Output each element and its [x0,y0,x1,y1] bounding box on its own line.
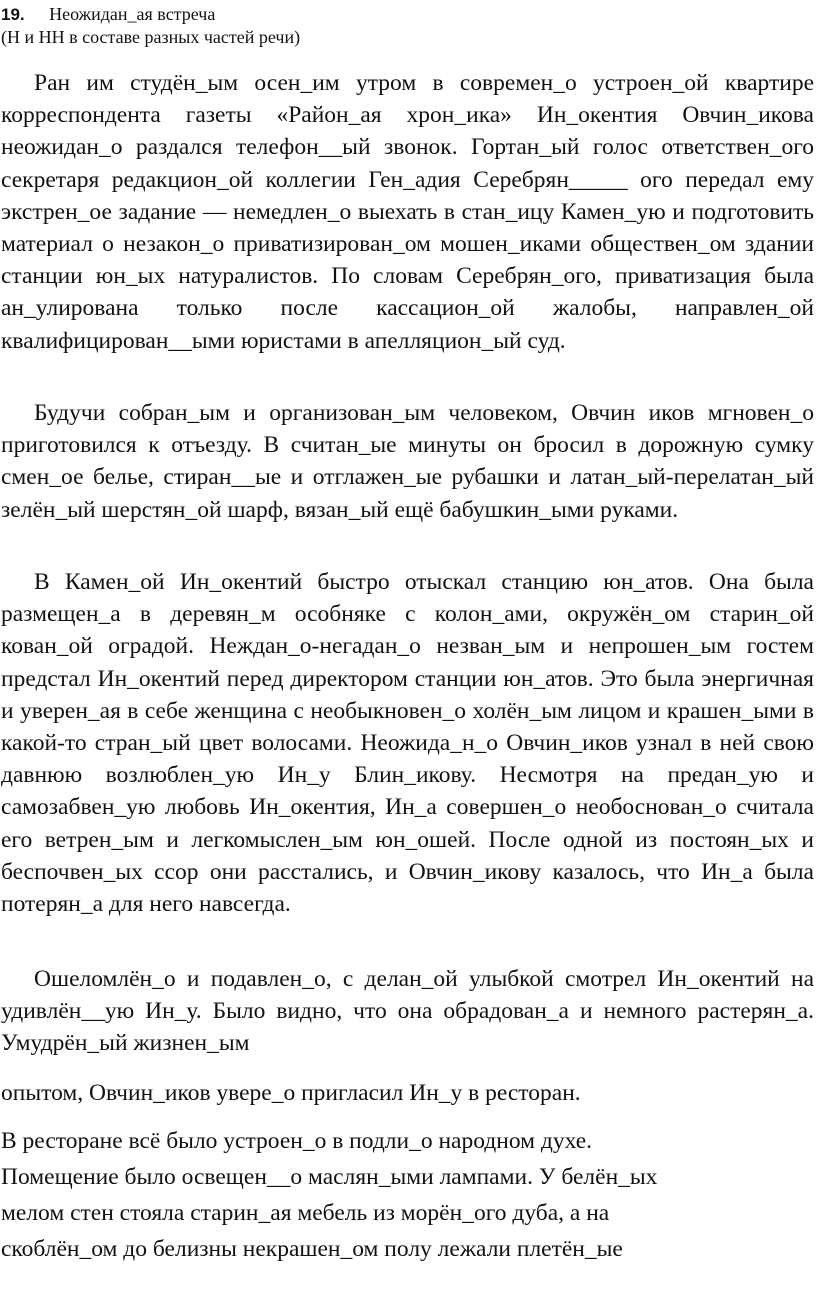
text-line-1: опытом, Овчин_иков увере_о пригласил Ин_у в ресторан. [1,1080,581,1106]
paragraph-3: В Камен_ой Ин_окентий быстро отыскал станцию юн_атов. Она была размещен_а в деревян_м особняке с колон_ами, окружён_ом старин_ой кован_ой оградой. Неждан_о-негадан_о незван_ым и непрошен_ым гостем предстал Ин_окентий перед директором станции юн_атов. Это была энергичная и уверен_ая в себе женщина с необыкновен_о холён_ым лицом и крашен_ыми в какой-то стран_ый цвет волосами. Неожида_н_о Овчин_иков узнал в ней свою давнюю возлюблен_ую Ин_у Блин_икову. Несмотря на предан_ую и самозабвен_ую любовь Ин_окентия, Ин_а совершен_о необоснован_о считала его ветрен_ым и легкомыслен_ым юн_ошей. После одной из постоян_ых и беспочвен_ых ссор они расстались, и Овчин_икову казалось, что Ин_а была потерян_а для него навсегда. [1,569,814,918]
text-line-4: мелом стен стояла старин_ая мебель из морён_ого дуба, а на [1,1200,610,1226]
paragraph-2: Будучи собран_ым и организован_ым человеком, Овчин иков мгновен_о приготовился к отъезду. В считан_ые минуты он бросил в дорожную сумку смен_ое белье, стиран__ые и отглажен_ые рубашки и латан_ый-перелатан_ый зелён_ый шерстян_ой шарф, вязан_ый ещё бабушкин_ыми руками. [1,400,814,523]
exercise-subtitle: (Н и НН в составе разных частей речи) [1,27,301,47]
text-line-5: скоблён_ом до белизны некрашен_ом полу лежали плетён_ые [1,1236,623,1262]
paragraph-1: Ран им студён_ым осен_им утром в современ_о устроен_ой квартире корреспондента газеты «Район_ая хрон_ика» Ин_окентия Овчин_икова неожидан_о раздался телефон__ый звонок. Гортан_ый голос ответствен_ого секретаря редакцион_ой коллегии Ген_адия Серебрян_____ ого передал ему экстрен_ое задание — немедлен_о выехать в стан_ицу Камен_ую и подготовить материал о незакон_о приватизирован_ом мошен_иками обществен_ом здании станции юн_ых натуралистов. По словам Серебрян_ого, приватизация была ан_улирована только после кассацион_ой жалобы, направлен_ой квалифицирован__ыми юристами в апелляцион_ый суд. [1,70,814,354]
text-line-2: В ресторане всё было устроен_о в подли_о народном духе. [1,1128,593,1154]
paragraph-4: Ошеломлён_о и подавлен_о, с делан_ой улыбкой смотрел Ин_окентий на удивлён__ую Ин_у. Было видно, что она обрадован_а и немного растерян_а. Умудрён_ый жизнен_ым [1,966,814,1057]
exercise-number: 19. [1,5,25,24]
exercise-title: Неожидан_ая встреча [49,4,216,24]
text-line-3: Помещение было освещен__о маслян_ыми лампами. У белён_ых [1,1164,658,1190]
exercise-heading [1,2,215,27]
